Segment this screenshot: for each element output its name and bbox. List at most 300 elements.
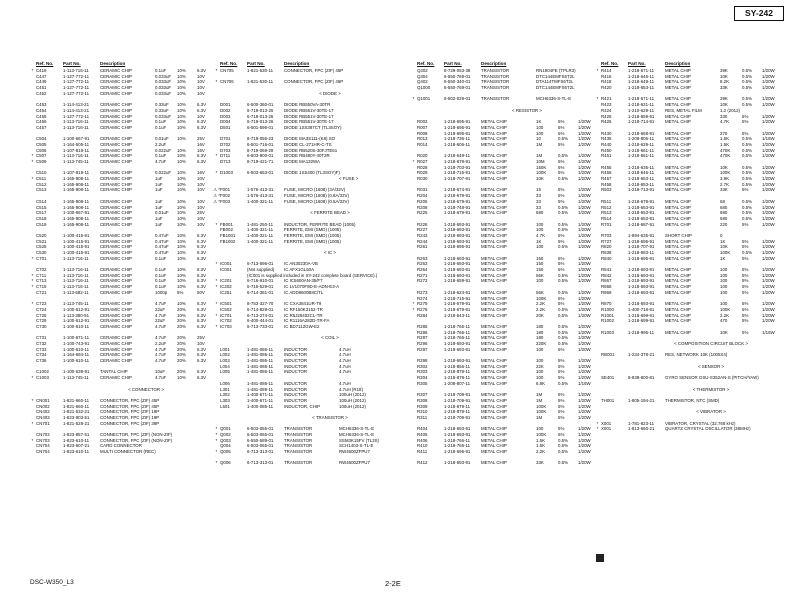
cell: 0.5% — [558, 380, 569, 386]
cell: 1.5K — [720, 136, 730, 142]
cell: 0.5% — [558, 443, 569, 449]
cell: 16V — [197, 170, 205, 176]
cell: 1-823-607-21 — [63, 443, 90, 449]
cell: 0.033uF — [155, 79, 172, 85]
cell: 1-218-624-91 — [444, 289, 471, 295]
cell: * — [412, 306, 415, 312]
cell: 1M — [536, 397, 543, 403]
cell: METAL CHIP — [481, 187, 507, 193]
cell: 1-218-715-91 — [444, 170, 471, 176]
cell: 0.1uF — [155, 119, 167, 125]
cell: 1-113-716-11 — [63, 68, 89, 73]
cell: TRANSISTOR — [284, 432, 313, 437]
cell: 6-719-013-26 — [247, 107, 274, 113]
cell: 1-218-661-11 — [628, 153, 655, 159]
cell: 6.3V — [197, 255, 207, 261]
cell: 1-218-659-91 — [628, 113, 655, 119]
cell: CERAMIC CHIP — [100, 102, 132, 108]
cell: FERRITE, EMI (SMD) (1005) — [284, 232, 341, 238]
cell: 0.5% — [742, 250, 753, 255]
cell: 6.3V — [197, 352, 207, 358]
cell: CERAMIC CHIP — [100, 187, 132, 193]
cell: CONNECTOR, FPC (ZIF) 19P — [100, 414, 160, 420]
cell: 0.5% — [558, 244, 569, 250]
cell: METAL CHIP — [481, 335, 507, 341]
cell: 1/20W — [762, 204, 775, 210]
cell: 1/20W — [578, 261, 591, 267]
cell — [594, 375, 601, 381]
cell: CERAMIC CHIP — [100, 301, 132, 307]
cell: C511 — [36, 176, 47, 182]
cell: 1/20W — [578, 232, 591, 238]
cell: CERAMIC CHIP — [100, 170, 132, 176]
cell: 1/20W — [578, 301, 591, 307]
cell — [410, 85, 417, 91]
cell: 20% — [177, 358, 186, 364]
cell: C509 — [36, 159, 47, 164]
cell: 1/20W — [762, 181, 775, 187]
cell: * — [215, 301, 218, 307]
cell: CERAMIC CHIP — [100, 312, 132, 318]
cell: 6.3V — [197, 250, 207, 255]
cell: D501 — [220, 124, 231, 130]
cell: 1-481-086-11 — [247, 352, 274, 358]
section-title: < RESISTOR > — [512, 107, 542, 113]
cell: THERMISTOR, NTC (SMD) — [665, 397, 720, 403]
cell: R842 — [601, 272, 612, 278]
cell: 1-400-671-11 — [247, 397, 274, 403]
cell: 270 — [720, 130, 728, 136]
cell: 20% — [177, 369, 186, 375]
cell: 1-218-693-91 — [628, 301, 655, 307]
cell: 100 — [536, 278, 544, 284]
cell: METAL CHIP — [481, 392, 507, 398]
cell: X001 — [601, 426, 612, 432]
cell: R014 — [417, 141, 428, 147]
cell — [594, 330, 601, 336]
cell: 1-218-635-11 — [628, 164, 655, 170]
cell: 1/20W — [578, 335, 591, 341]
cell: 1-218-693-91 — [444, 460, 471, 466]
cell: 1-218-671-11 — [628, 68, 655, 73]
cell: 1/20W — [578, 403, 591, 409]
cell: 10% — [177, 113, 186, 119]
cell: 1-210-629-11 — [628, 107, 655, 113]
cell: R703 — [601, 232, 612, 238]
cell: * — [31, 68, 34, 73]
part-row — [594, 318, 788, 324]
cell: METAL CHIP — [665, 79, 691, 85]
cell: C520 — [36, 232, 47, 238]
column-header — [213, 60, 407, 68]
cell: 100 — [536, 375, 544, 381]
cell: R285 — [417, 323, 428, 329]
cell: R002 — [417, 119, 428, 125]
header-part: Part No. — [63, 61, 81, 66]
cell: CERAMIC CHIP — [100, 124, 132, 130]
cell: 470K — [720, 153, 731, 159]
cell: CERAMIC CHIP — [100, 215, 132, 221]
cell: 100K — [720, 250, 731, 255]
cell: 5% — [558, 426, 565, 432]
cell: C729 — [36, 318, 47, 324]
cell: 68 — [720, 198, 725, 204]
cell: 1/20W — [578, 295, 591, 301]
cell: 6.3V — [197, 102, 207, 108]
cell: METAL CHIP — [481, 358, 507, 364]
cell: MCH6336-S-TL-E — [536, 96, 572, 102]
cell: 1-218-695-91 — [444, 244, 471, 250]
cell: L301 — [220, 386, 230, 392]
cell: 5% — [558, 170, 565, 176]
cell — [29, 358, 36, 364]
cell: 10% — [177, 153, 186, 159]
cell: 10 — [536, 136, 541, 142]
cell: R264 — [417, 267, 428, 273]
cell: 10V — [197, 221, 205, 227]
cell: R303 — [417, 369, 428, 375]
cell: 1/20W — [762, 102, 775, 108]
cell: 0.5% — [558, 437, 569, 443]
part-row — [594, 222, 788, 228]
cell: IC AN30230A-VB — [284, 261, 318, 267]
cell: CERAMIC CHIP — [100, 147, 132, 153]
cell: METAL CHIP — [481, 153, 507, 159]
cell: METAL CHIP — [481, 130, 507, 136]
cell: 1-100-671-11 — [63, 335, 90, 341]
cell: DIODE RB551V-30TE-17 — [284, 113, 334, 119]
cell: 5% — [558, 267, 565, 273]
cell: TRANSISTOR — [284, 426, 313, 432]
cell: 1-165-908-11 — [63, 198, 90, 204]
part-row — [410, 85, 604, 91]
cell: R243 — [417, 232, 428, 238]
cell: CONNECTOR, FPC (ZIF) 39P — [100, 420, 160, 426]
cell: METAL CHIP — [481, 432, 507, 437]
cell: INDUCTOR — [284, 369, 308, 375]
cell: DIODE RB480Y-40T2R — [284, 153, 330, 159]
cell: 0.1uF — [155, 267, 167, 273]
cell: C447 — [36, 73, 47, 79]
cell: METAL CHIP — [481, 238, 507, 244]
cell: 680 — [720, 210, 728, 216]
cell: 6-500-360-01 — [247, 102, 274, 108]
cell: 25V — [197, 136, 205, 142]
cell — [213, 125, 220, 131]
cell: R514 — [601, 215, 612, 221]
cell: METAL CHIP — [665, 284, 691, 290]
cell: 1-164-694-11 — [63, 352, 90, 358]
cell: 0.5% — [742, 85, 753, 91]
cell — [594, 318, 601, 324]
cell: IC001 — [220, 261, 232, 267]
cell: 1-100-415-91 — [63, 232, 90, 238]
cell: 100 — [536, 426, 544, 432]
cell: 1-165-908-11 — [63, 221, 90, 227]
cell: R412 — [417, 460, 428, 466]
cell: 1.5K — [536, 443, 546, 449]
cell — [284, 176, 339, 182]
cell: D003 — [220, 113, 231, 119]
cell: 39K — [720, 68, 728, 73]
cell: R868 — [601, 284, 612, 290]
cell: IC AFX1GL50A — [284, 267, 315, 273]
header-part: Part No. — [444, 61, 462, 66]
cell: R457 — [601, 176, 612, 182]
cell: R456 — [601, 170, 612, 176]
cell: 1-481-250-11 — [247, 221, 274, 227]
cell: METAL CHIP — [665, 210, 691, 216]
cell: 10% — [177, 68, 186, 73]
cell: CONNECTOR, FPC (ZIF) 45P — [100, 403, 160, 409]
cell: 6.3V — [197, 323, 207, 329]
cell: 220 — [720, 221, 728, 227]
cell: * — [596, 420, 599, 426]
cell: 6.3V — [197, 244, 207, 250]
cell: CERAMIC CHIP — [100, 68, 132, 73]
cell: R204 — [417, 193, 428, 199]
cell: 1/20W — [578, 443, 591, 449]
cell: 10% — [177, 278, 186, 284]
cell: DIODE RB550VA-30TR — [284, 102, 331, 108]
cell: (Not supplied) — [247, 267, 275, 273]
cell: 0.47uF — [155, 250, 169, 255]
cell: 10% — [177, 221, 186, 227]
cell: QUARTZ CRYSTAL OSCILLATOR (38MHz) — [665, 426, 751, 432]
cell: D002 — [220, 107, 231, 113]
cell: 10% — [177, 250, 186, 255]
cell: METAL CHIP — [665, 215, 691, 221]
cell: 1-218-715-91 — [444, 295, 471, 301]
cell: TRANSISTOR — [481, 79, 510, 85]
cell: METAL CHIP — [665, 113, 691, 119]
cell: 100 — [720, 289, 728, 295]
cell: 5% — [742, 278, 749, 284]
cell: 1/20W — [578, 306, 591, 312]
cell: 100 — [720, 278, 728, 284]
part-row — [29, 324, 223, 330]
cell: R503 — [601, 187, 612, 193]
cell: TRANSISTOR — [284, 449, 313, 455]
cell: 6-503-653-01 — [247, 170, 274, 176]
cell: 1/20W — [762, 170, 775, 176]
cell: CERAMIC CHIP — [100, 159, 132, 164]
cell: IC702 — [220, 318, 232, 324]
cell: 0 — [720, 232, 723, 238]
cell: 1M — [536, 141, 543, 147]
cell: C732 — [36, 341, 47, 346]
cell: R406 — [417, 437, 428, 443]
cell: 8-729-053-38 — [444, 68, 471, 73]
cell: C730 — [36, 323, 47, 329]
cell: METAL CHIP — [481, 460, 507, 466]
cell: 0.033uF — [155, 85, 172, 91]
cell: 100K — [536, 432, 547, 437]
cell: Q006 — [220, 460, 231, 466]
cell: 5% — [742, 312, 749, 318]
section-title: < THERMISTOR > — [692, 386, 730, 392]
cell: D711 — [220, 153, 231, 159]
cell: 4.7K — [720, 119, 730, 125]
cell: 5% — [558, 301, 565, 307]
cell: 1/20W — [762, 289, 775, 295]
cell: 6.3V — [197, 159, 207, 164]
cell: 1-127-772-11 — [63, 85, 90, 91]
cell: 100 — [536, 227, 544, 233]
cell: DIODE RB520S-30FJTE61 — [284, 147, 338, 153]
cell: Q402 — [417, 79, 428, 85]
cell: 10V — [197, 215, 205, 221]
part-row — [29, 125, 223, 131]
cell: 4.7uH (R18) — [339, 386, 363, 392]
cell: 10% — [177, 238, 186, 244]
cell: 1-218-693-91 — [444, 432, 471, 437]
cell — [410, 460, 417, 466]
cell: 0.5% — [742, 141, 753, 147]
cell: C731 — [36, 335, 47, 341]
header-desc: Description — [284, 61, 310, 66]
cell: 1-218-687-91 — [628, 221, 655, 227]
cell: 1/20W — [762, 198, 775, 204]
cell: * — [596, 96, 599, 102]
cell: 1/20W — [762, 301, 775, 307]
cell: C510 — [36, 170, 47, 176]
cell: C505 — [36, 141, 47, 147]
cell: IC701 — [220, 312, 232, 318]
cell: 5% — [558, 119, 565, 125]
cell: 6.3V — [197, 318, 207, 324]
cell: IC CXA3841UR-T9 — [284, 301, 322, 307]
cell: DIODE 1SS400 (TL3SOY)F) — [284, 170, 340, 176]
cell: 5% — [558, 130, 565, 136]
part-row — [410, 347, 604, 353]
cell: 10K — [720, 102, 728, 108]
cell: MULTI CONNECTOR (REC) — [100, 449, 156, 455]
cell: 100 — [536, 124, 544, 130]
cell: 10K — [536, 176, 544, 182]
cell: 5% — [742, 289, 749, 295]
cell: 680 — [720, 215, 728, 221]
cell: 0.5% — [558, 312, 569, 318]
cell: 6-719-013-26 — [247, 119, 274, 125]
cell: R286 — [417, 329, 428, 335]
cell: 1-100-610-11 — [63, 346, 90, 352]
cell: 6-503-800-01 — [247, 153, 274, 159]
cell: INDUCTOR — [284, 363, 308, 369]
part-row — [410, 381, 604, 387]
cell: 8-719-421-71 — [247, 159, 274, 164]
cell: R450 — [601, 147, 612, 153]
cell: R261 — [417, 244, 428, 250]
cell: CERAMIC CHIP — [100, 278, 132, 284]
cell: 1-781-823-11 — [628, 420, 655, 426]
black-marker — [596, 554, 604, 562]
cell: METAL CHIP — [481, 397, 507, 403]
cell: R1000 — [601, 306, 614, 312]
cell: 0.1uF — [155, 68, 167, 73]
cell: R263 — [417, 261, 428, 267]
cell: CONNECTOR, FPC (ZIF) 19P — [100, 409, 160, 415]
cell: 10% — [177, 244, 186, 250]
cell: * — [215, 437, 218, 443]
cell: METAL CHIP — [665, 102, 691, 108]
cell: 1-218-679-91 — [444, 193, 471, 199]
cell: 1-218-693-91 — [628, 289, 655, 295]
cell: CERAMIC CHIP — [100, 210, 132, 216]
cell: DIODE CL-271HR-C-TS — [284, 141, 332, 147]
cell — [410, 381, 417, 387]
cell: ⚠ * — [213, 193, 220, 199]
cell: 1-218-693-91 — [628, 278, 655, 284]
cell: 10V — [197, 90, 205, 96]
cell: 220K — [536, 341, 547, 346]
cell: C506 — [36, 147, 47, 153]
cell: C724 — [36, 306, 47, 312]
cell: R263 — [417, 255, 428, 261]
cell: CERAMIC CHIP — [100, 238, 132, 244]
cell: 1/20W — [762, 244, 775, 250]
cell: 10% — [177, 90, 186, 96]
cell: 1/20W — [578, 375, 591, 381]
cell: 5% — [558, 403, 565, 409]
cell: 1-218-693-91 — [628, 267, 655, 273]
cell: Q004 — [220, 443, 231, 449]
cell: 1/20W — [578, 414, 591, 420]
cell: METAL CHIP — [665, 176, 691, 182]
cell: C451 — [36, 85, 47, 91]
cell: C455 — [36, 113, 47, 119]
cell — [594, 256, 601, 262]
cell: 1/20W — [762, 210, 775, 216]
cell: * — [31, 159, 34, 164]
cell: 4.7uF — [155, 323, 167, 329]
cell — [29, 187, 36, 193]
cell: C515 — [36, 204, 47, 210]
cell: 33K — [720, 187, 728, 193]
cell: 10V — [197, 181, 205, 187]
cell: R727 — [601, 238, 612, 244]
cell: 1-218-709-91 — [444, 397, 471, 403]
cell — [594, 153, 601, 159]
cell: METAL CHIP — [665, 73, 691, 79]
cell: 5% — [742, 238, 749, 244]
cell: 1/20W — [578, 119, 591, 125]
cell: 100 — [536, 358, 544, 364]
cell: D001 — [220, 102, 231, 108]
cell: 1uF — [155, 181, 163, 187]
cell: * — [215, 170, 218, 176]
cell: 1/20W — [578, 187, 591, 193]
cell: 1-218-696-91 — [444, 449, 471, 455]
cell: 1/20W — [578, 204, 591, 210]
cell: 2.2K — [536, 449, 546, 455]
cell: 1uF — [155, 187, 163, 193]
cell: 1-218-679-91 — [628, 198, 655, 204]
cell: R311 — [417, 414, 428, 420]
cell: R029 — [417, 170, 428, 176]
cell: 1-164-505-11 — [63, 141, 90, 147]
cell: CN701 — [36, 420, 50, 426]
cell: 5% — [742, 113, 749, 119]
cell: RES, METAL FILM — [665, 107, 702, 113]
cell: 0.5% — [742, 198, 753, 204]
cell: R1002 — [601, 318, 614, 324]
cell: 20% — [177, 323, 186, 329]
cell: 22K — [536, 363, 544, 369]
cell: * — [215, 284, 218, 290]
cell: 1/20W — [578, 221, 591, 227]
cell: R008 — [417, 130, 428, 136]
